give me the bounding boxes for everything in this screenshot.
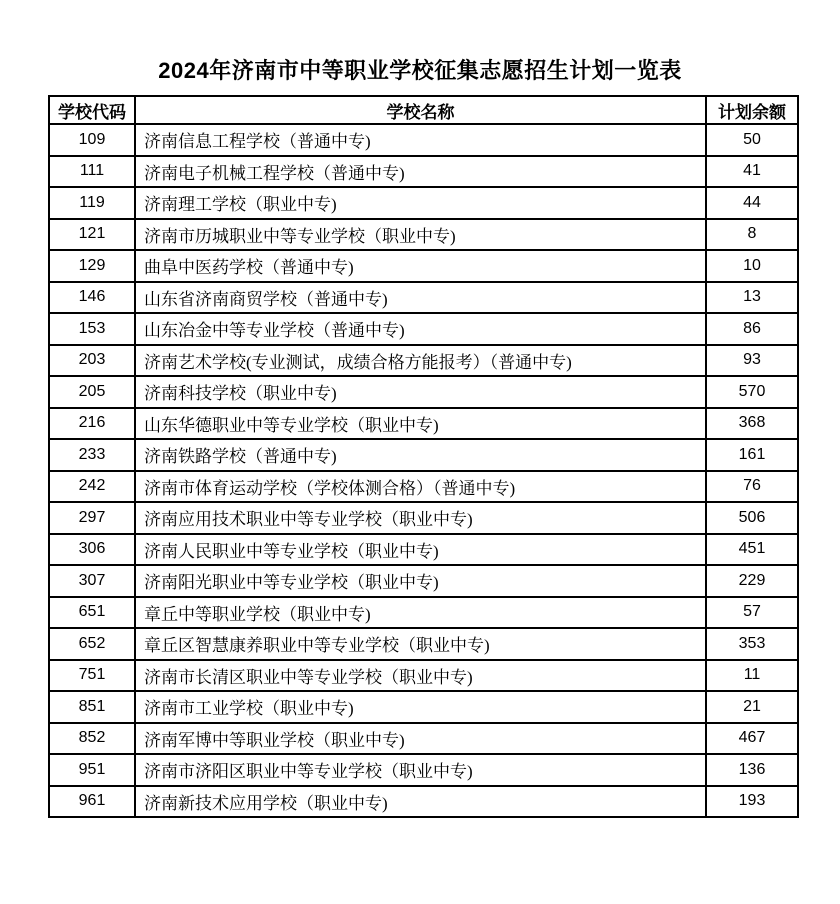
plan-remaining-cell: 57 [706,597,798,629]
school-code-cell: 951 [49,754,135,786]
plan-remaining-cell: 44 [706,187,798,219]
plan-remaining-cell: 76 [706,471,798,503]
table-row [49,439,798,471]
school-code-cell: 852 [49,723,135,755]
school-code-cell: 297 [49,502,135,534]
school-code-cell: 111 [49,156,135,188]
plan-remaining-cell: 136 [706,754,798,786]
header-row [49,96,798,124]
school-code-cell: 121 [49,219,135,251]
table-row [49,691,798,723]
school-code-cell: 216 [49,408,135,440]
school-name-cell: 济南人民职业中等专业学校（职业中专) [135,534,706,566]
school-name-cell: 章丘中等职业学校（职业中专) [135,597,706,629]
plan-remaining-cell: 93 [706,345,798,377]
school-code-cell: 306 [49,534,135,566]
school-code-cell: 851 [49,691,135,723]
table-row [49,408,798,440]
header-plan-remaining: 计划余额 [706,96,798,124]
school-code-cell: 205 [49,376,135,408]
school-code-cell: 652 [49,628,135,660]
table-row [49,345,798,377]
table-row [49,187,798,219]
table-row [49,250,798,282]
table-body [49,124,798,817]
school-name-cell: 济南艺术学校(专业测试，成绩合格方能报考）（普通中专) [135,345,706,377]
plan-remaining-cell: 467 [706,723,798,755]
school-name-cell: 济南市体育运动学校（学校体测合格）（普通中专) [135,471,706,503]
table-row [49,124,798,156]
school-name-cell: 济南应用技术职业中等专业学校（职业中专) [135,502,706,534]
school-code-cell: 961 [49,786,135,818]
school-code-cell: 119 [49,187,135,219]
school-name-cell: 济南铁路学校（普通中专) [135,439,706,471]
plan-remaining-cell: 229 [706,565,798,597]
plan-remaining-cell: 451 [706,534,798,566]
school-name-cell: 济南市济阳区职业中等专业学校（职业中专) [135,754,706,786]
table-row [49,156,798,188]
plan-remaining-cell: 506 [706,502,798,534]
table-row [49,282,798,314]
school-code-cell: 233 [49,439,135,471]
enrollment-plan-table [48,95,799,818]
plan-remaining-cell: 353 [706,628,798,660]
plan-remaining-cell: 50 [706,124,798,156]
school-name-cell: 济南电子机械工程学校（普通中专) [135,156,706,188]
table-row [49,723,798,755]
plan-remaining-cell: 368 [706,408,798,440]
table-row [49,502,798,534]
school-name-cell: 济南阳光职业中等专业学校（职业中专) [135,565,706,597]
plan-remaining-cell: 10 [706,250,798,282]
school-code-cell: 129 [49,250,135,282]
table-row [49,786,798,818]
plan-remaining-cell: 570 [706,376,798,408]
school-name-cell: 济南新技术应用学校（职业中专) [135,786,706,818]
school-name-cell: 济南科技学校（职业中专) [135,376,706,408]
header-school-name: 学校名称 [135,96,706,124]
school-code-cell: 146 [49,282,135,314]
table-row [49,660,798,692]
table-row [49,754,798,786]
header-school-code: 学校代码 [49,96,135,124]
table-row [49,597,798,629]
plan-remaining-cell: 86 [706,313,798,345]
plan-remaining-cell: 161 [706,439,798,471]
school-name-cell: 山东华德职业中等专业学校（职业中专) [135,408,706,440]
table-row [49,376,798,408]
table-row [49,471,798,503]
plan-remaining-cell: 8 [706,219,798,251]
table-row [49,219,798,251]
table-row [49,565,798,597]
school-name-cell: 济南市历城职业中等专业学校（职业中专) [135,219,706,251]
school-name-cell: 济南市工业学校（职业中专) [135,691,706,723]
table-row [49,313,798,345]
plan-remaining-cell: 11 [706,660,798,692]
table-row [49,534,798,566]
page-title: 2024年济南市中等职业学校征集志愿招生计划一览表 [158,58,682,83]
school-name-cell: 济南市长清区职业中等专业学校（职业中专) [135,660,706,692]
school-name-cell: 济南理工学校（职业中专) [135,187,706,219]
plan-remaining-cell: 41 [706,156,798,188]
school-name-cell: 章丘区智慧康养职业中等专业学校（职业中专) [135,628,706,660]
school-code-cell: 651 [49,597,135,629]
plan-remaining-cell: 193 [706,786,798,818]
school-code-cell: 203 [49,345,135,377]
school-code-cell: 751 [49,660,135,692]
school-code-cell: 242 [49,471,135,503]
school-code-cell: 109 [49,124,135,156]
school-name-cell: 济南信息工程学校（普通中专) [135,124,706,156]
school-code-cell: 307 [49,565,135,597]
school-name-cell: 曲阜中医药学校（普通中专) [135,250,706,282]
plan-remaining-cell: 21 [706,691,798,723]
school-name-cell: 山东省济南商贸学校（普通中专) [135,282,706,314]
table-row [49,628,798,660]
school-name-cell: 济南军博中等职业学校（职业中专) [135,723,706,755]
school-name-cell: 山东冶金中等专业学校（普通中专) [135,313,706,345]
school-code-cell: 153 [49,313,135,345]
plan-remaining-cell: 13 [706,282,798,314]
